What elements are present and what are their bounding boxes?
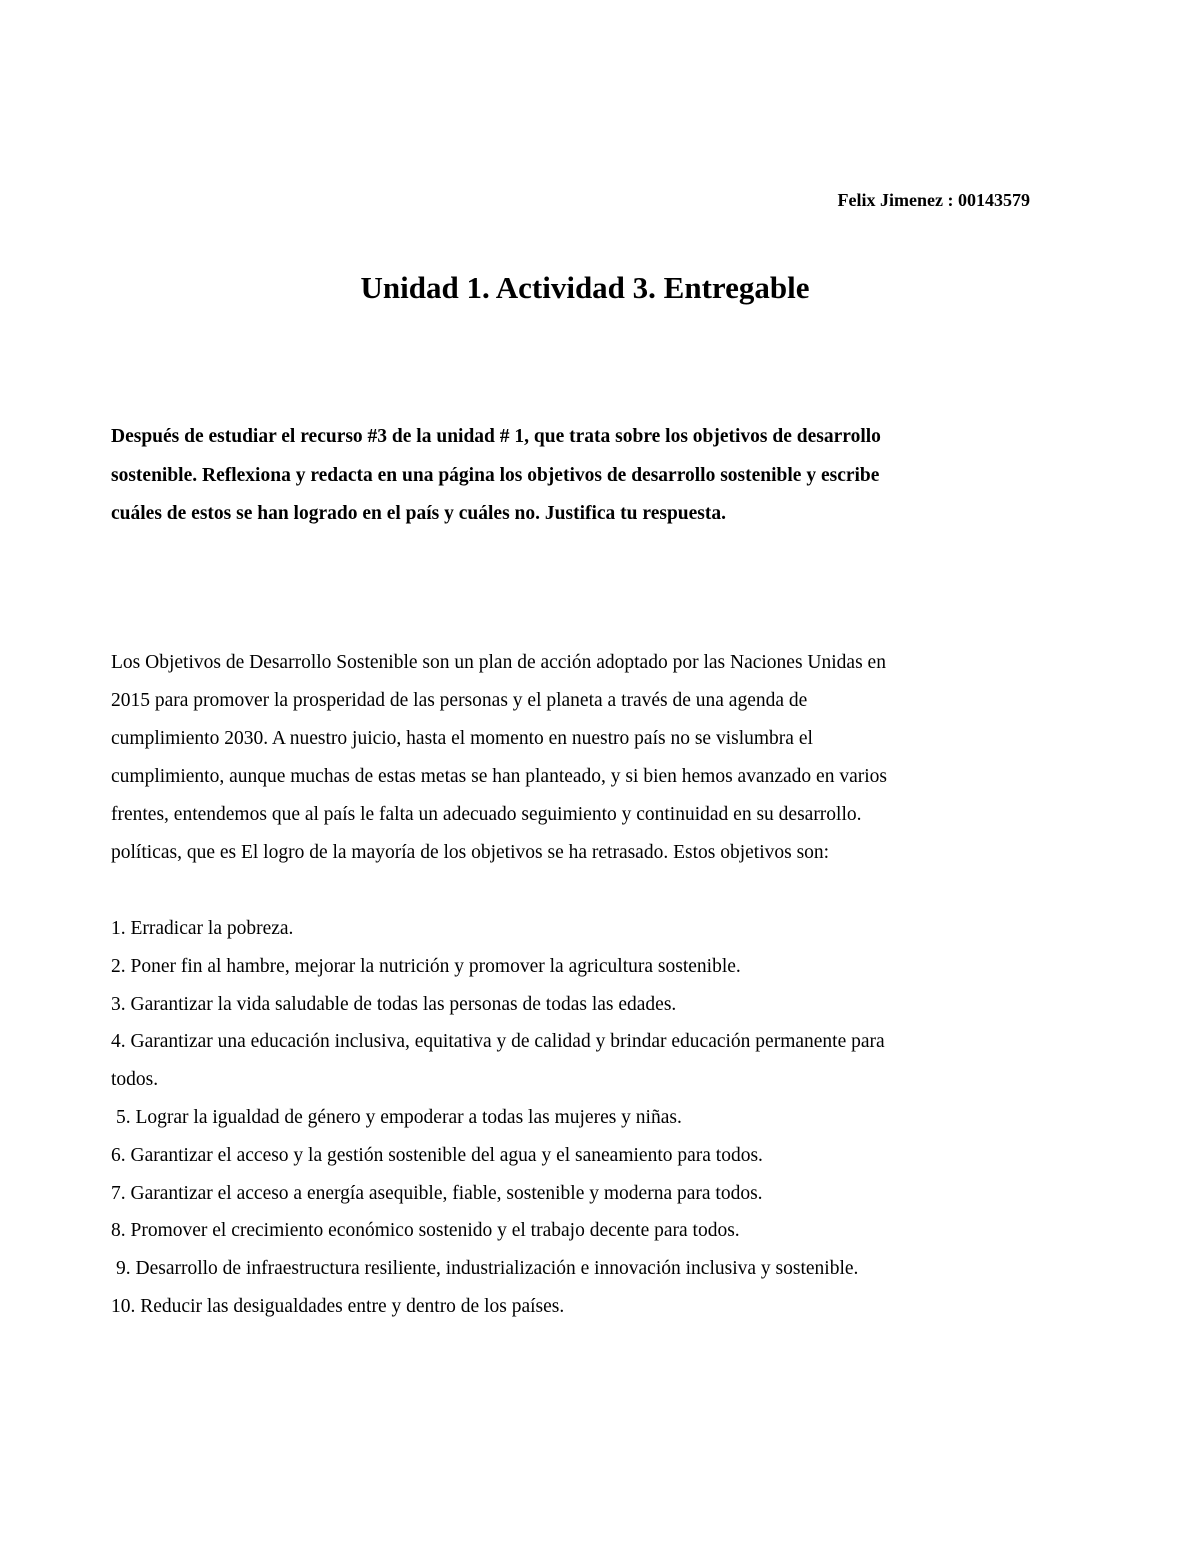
prompt-line: Después de estudiar el recurso #3 de la unidad # 1, que trata sobre los objetivos de desarrollo: [111, 426, 881, 447]
prompt-line: sostenible. Reflexiona y redacta en una página los objetivos de desarrollo sostenible y escribe: [111, 464, 880, 486]
list-item: 4. Garantizar una educación inclusiva, equitativa y de calidad y brindar educación permanente para: [111, 1031, 885, 1053]
list-item: 1. Erradicar la pobreza.: [111, 918, 294, 939]
list-item: 9. Desarrollo de infraestructura resiliente, industrialización e innovación inclusiva y sostenible.: [116, 1258, 859, 1280]
list-item: todos.: [111, 1069, 159, 1091]
paragraph-line: cumplimiento 2030. A nuestro juicio, hasta el momento en nuestro país no se vislumbra el: [111, 728, 813, 749]
list-item: 7. Garantizar el acceso a energía asequible, fiable, sostenible y moderna para todos.: [111, 1182, 763, 1204]
list-item: 10. Reducir las desigualdades entre y dentro de los países.: [111, 1295, 565, 1317]
author-line: Felix Jimenez : 00143579: [837, 190, 1030, 210]
paragraph-line: políticas, que es El logro de la mayoría de los objetivos se ha retrasado. Estos objetivos son:: [111, 842, 830, 863]
paragraph-line: frentes, entendemos que al país le falta un adecuado seguimiento y continuidad en su desarrollo.: [111, 804, 862, 825]
document-title: Unidad 1. Actividad 3. Entregable: [360, 270, 810, 305]
sdg-list: [111, 910, 1071, 1326]
list-item: 5. Lograr la igualdad de género y empoderar a todas las mujeres y niñas.: [116, 1106, 682, 1128]
paragraph-line: Los Objetivos de Desarrollo Sostenible son un plan de acción adoptado por las Naciones Unidas en: [111, 652, 886, 673]
intro-paragraph: [111, 644, 1071, 872]
paragraph-line: cumplimiento, aunque muchas de estas metas se han planteado, y si bien hemos avanzado en varios: [111, 766, 887, 787]
paragraph-line: 2015 para promover la prosperidad de las personas y el planeta a través de una agenda de: [111, 690, 808, 711]
list-item: 2. Poner fin al hambre, mejorar la nutrición y promover la agricultura sostenible.: [111, 955, 741, 977]
assignment-prompt: [111, 418, 1061, 534]
prompt-line: cuáles de estos se han logrado en el país y cuáles no. Justifica tu respuesta.: [111, 503, 726, 524]
list-item: 8. Promover el crecimiento económico sostenido y el trabajo decente para todos.: [111, 1220, 740, 1242]
list-item: 6. Garantizar el acceso y la gestión sostenible del agua y el saneamiento para todos.: [111, 1144, 763, 1166]
list-item: 3. Garantizar la vida saludable de todas las personas de todas las edades.: [111, 993, 677, 1015]
